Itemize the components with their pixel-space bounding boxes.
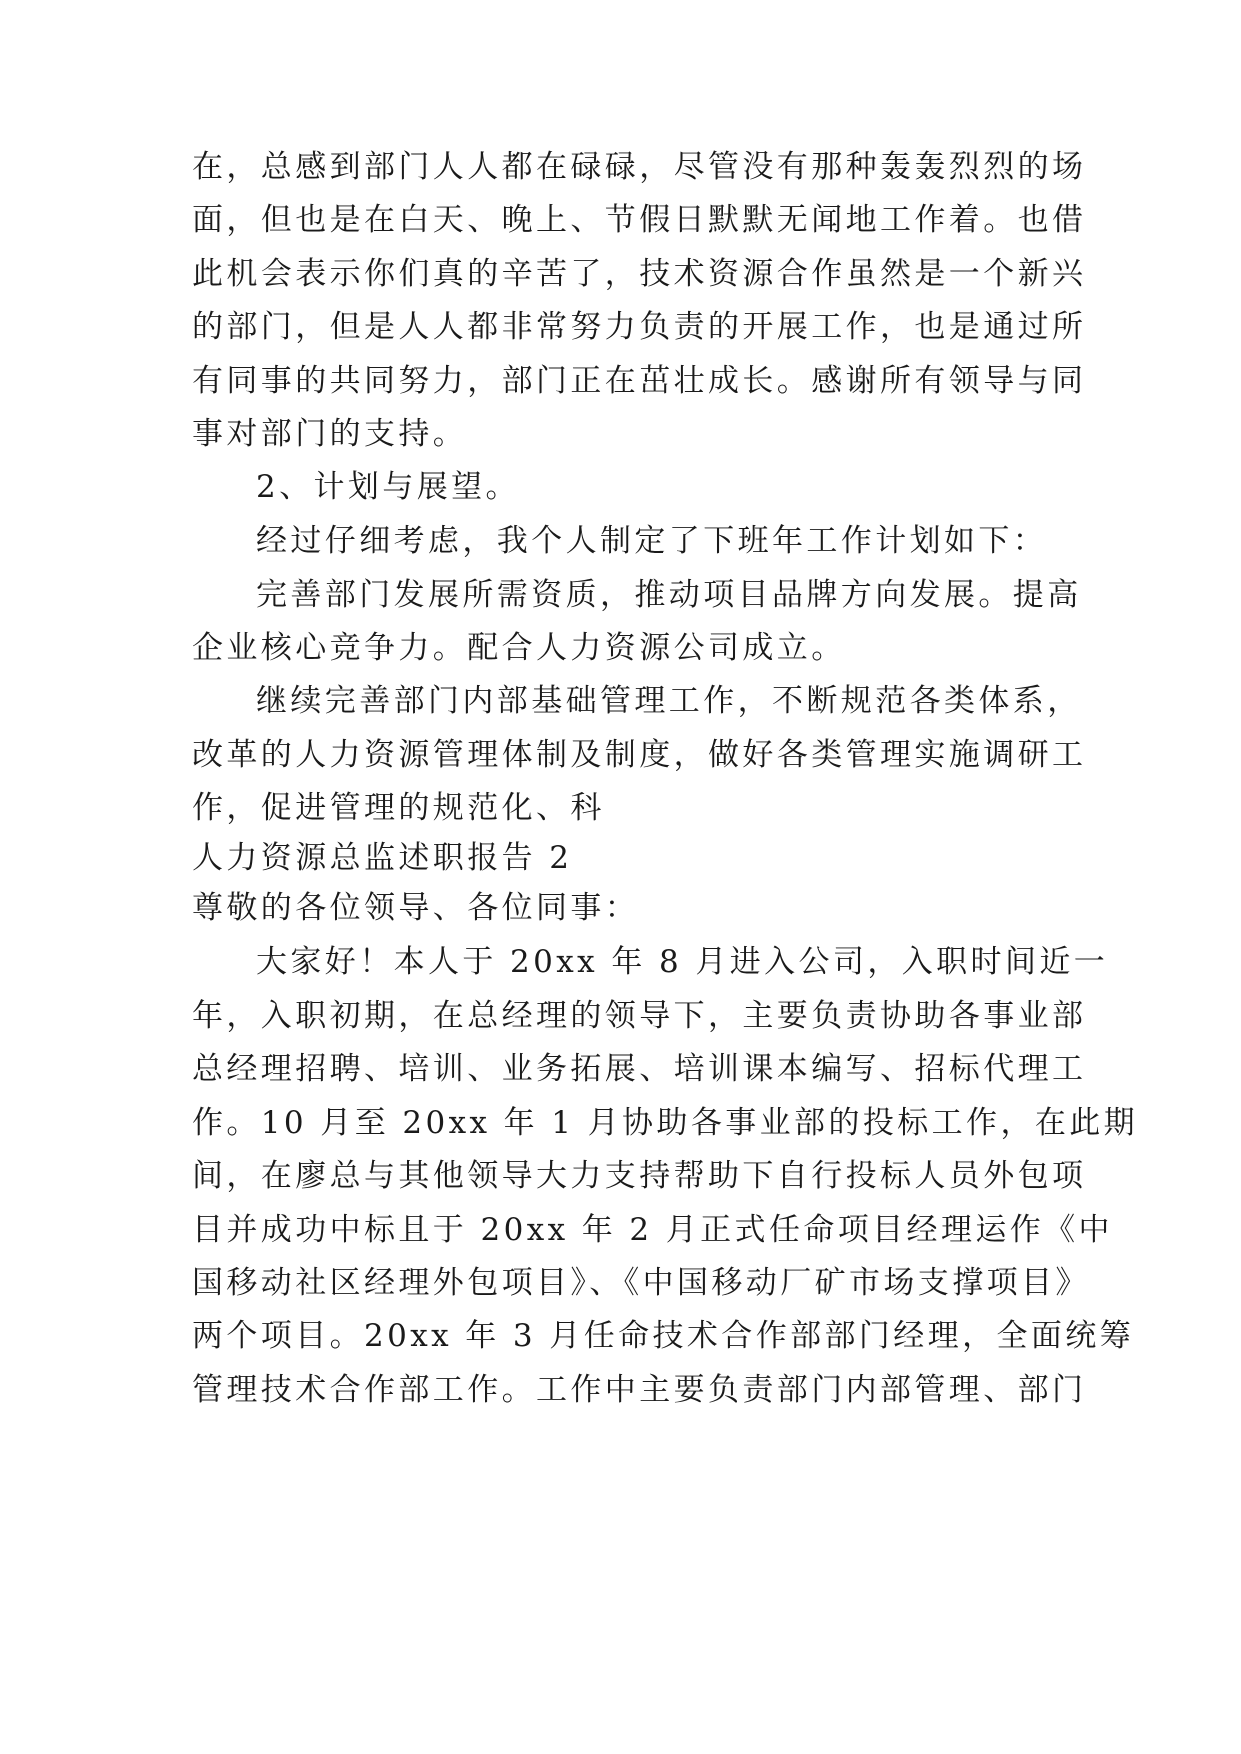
text-line: 国移动社区经理外包项目》、《中国移动厂矿市场支撑项目》: [192, 1265, 1090, 1301]
report-title: 人力资源总监述职报告 2: [192, 840, 573, 876]
text-line: 大家好！本人于 20xx 年 8 月进入公司，入职时间近一: [256, 944, 1109, 980]
section-heading: 2、计划与展望。: [256, 469, 520, 505]
text-line: 完善部门发展所需资质，推动项目品牌方向发展。提高: [256, 577, 1082, 613]
text-line: 继续完善部门内部基础管理工作，不断规范各类体系，: [256, 683, 1082, 719]
text-line: 的部门，但是人人都非常努力负责的开展工作，也是通过所: [192, 309, 1087, 345]
text-line: 此机会表示你们真的辛苦了，技术资源合作虽然是一个新兴: [192, 256, 1087, 292]
salutation: 尊敬的各位领导、各位同事：: [192, 890, 640, 926]
text-line: 作。10 月至 20xx 年 1 月协助各事业部的投标工作，在此期: [192, 1105, 1139, 1141]
text-line: 间，在廖总与其他领导大力支持帮助下自行投标人员外包项: [192, 1158, 1087, 1194]
text-line: 有同事的共同努力，部门正在茁壮成长。感谢所有领导与同: [192, 363, 1087, 399]
text-line: 管理技术合作部工作。工作中主要负责部门内部管理、部门: [192, 1372, 1087, 1408]
text-line: 年，入职初期，在总经理的领导下，主要负责协助各事业部: [192, 998, 1087, 1034]
text-line: 作，促进管理的规范化、科: [192, 790, 605, 826]
text-line: 目并成功中标且于 20xx 年 2 月正式任命项目经理运作《中: [192, 1212, 1113, 1248]
text-line: 两个项目。20xx 年 3 月任命技术合作部部门经理，全面统筹: [192, 1318, 1135, 1354]
text-line: 在，总感到部门人人都在碌碌，尽管没有那种轰轰烈烈的场: [192, 149, 1087, 185]
text-line: 总经理招聘、培训、业务拓展、培训课本编写、招标代理工: [192, 1051, 1087, 1087]
text-line: 事对部门的支持。: [192, 416, 468, 452]
text-line: 经过仔细考虑，我个人制定了下班年工作计划如下：: [256, 523, 1048, 559]
text-line: 企业核心竞争力。配合人力资源公司成立。: [192, 630, 846, 666]
text-line: 面，但也是在白天、晚上、节假日默默无闻地工作着。也借: [192, 202, 1087, 238]
text-line: 改革的人力资源管理体制及制度，做好各类管理实施调研工: [192, 737, 1087, 773]
